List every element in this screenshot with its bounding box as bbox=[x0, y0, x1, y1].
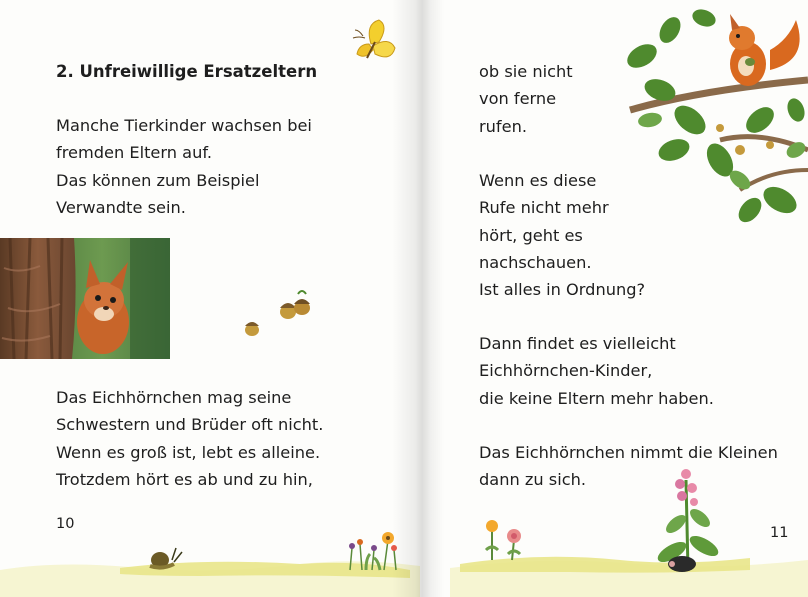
butterfly-illustration bbox=[345, 14, 401, 70]
text-line: Das Eichhörnchen mag seine bbox=[56, 388, 292, 407]
text-line: Ist alles in Ordnung? bbox=[479, 280, 646, 300]
text-line: nachschauen. bbox=[479, 252, 592, 272]
paragraph-1 bbox=[479, 58, 573, 140]
text-line: Eichhörnchen-Kinder, bbox=[479, 361, 653, 381]
text-line: von ferne bbox=[479, 89, 557, 109]
text-line: die keine Eltern mehr haben. bbox=[479, 388, 714, 408]
paragraph-3 bbox=[479, 330, 714, 412]
text-line: Schwestern und Brüder oft nicht. bbox=[56, 415, 324, 435]
text-line: Manche Tierkinder wachsen bei bbox=[56, 116, 312, 135]
grass-illustration bbox=[420, 460, 808, 597]
paragraph-2 bbox=[479, 167, 645, 303]
text-line: Dann findet es vielleicht bbox=[479, 334, 676, 353]
text-line: Das können zum Beispiel bbox=[56, 170, 260, 190]
acorns-illustration bbox=[238, 288, 318, 340]
text-line: Wenn es diese bbox=[479, 171, 597, 190]
paragraph-2 bbox=[56, 384, 323, 493]
mole-illustration bbox=[668, 556, 696, 572]
text-line: Das Eichhörnchen nimmt die Kleinen bbox=[479, 443, 778, 462]
text-line: rufen. bbox=[479, 116, 527, 136]
tree-branch-squirrel-illustration bbox=[620, 0, 808, 245]
page-number-right: 11 bbox=[770, 525, 789, 541]
text-line: ob sie nicht bbox=[479, 62, 573, 81]
grass-illustration bbox=[0, 530, 420, 597]
text-line: hört, geht es bbox=[479, 225, 583, 245]
foxglove-illustration bbox=[655, 469, 722, 570]
squirrel-photo bbox=[0, 238, 170, 359]
text-line: dann zu sich. bbox=[479, 470, 586, 490]
page-number-left: 10 bbox=[56, 516, 75, 532]
paragraph-1 bbox=[56, 112, 312, 221]
text-line: Verwandte sein. bbox=[56, 197, 186, 217]
text-line: Rufe nicht mehr bbox=[479, 198, 609, 218]
right-page bbox=[420, 0, 808, 597]
chapter-heading: 2. Unfreiwillige Ersatzeltern bbox=[56, 62, 318, 81]
text-line: Trotzdem hört es ab und zu hin, bbox=[56, 469, 313, 489]
text-line: Wenn es groß ist, lebt es alleine. bbox=[56, 442, 321, 462]
flowers-illustration bbox=[486, 520, 521, 560]
text-line: fremden Eltern auf. bbox=[56, 143, 213, 163]
